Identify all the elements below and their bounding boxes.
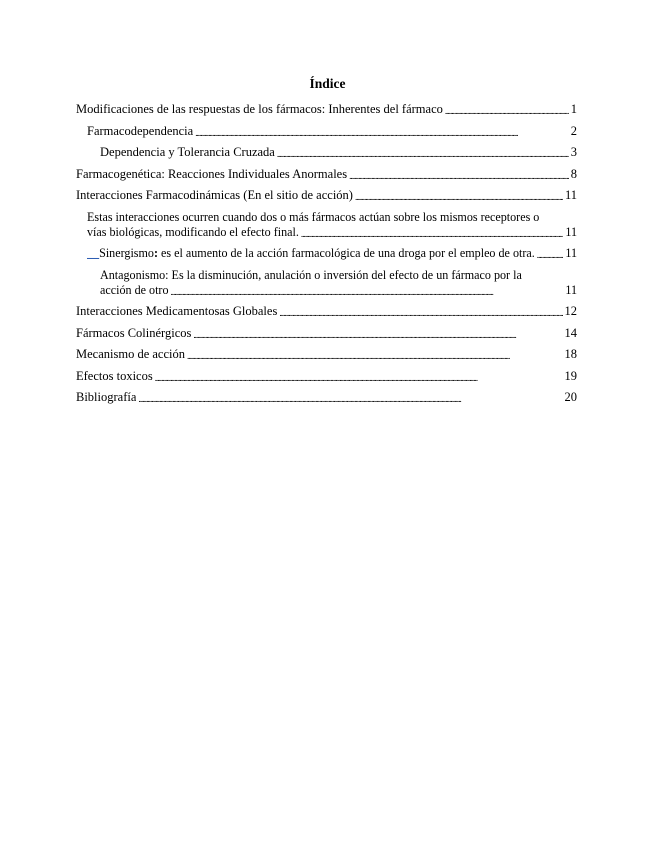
toc-entry-label-line2: acción de otro — [100, 282, 169, 297]
dot-leader — [349, 167, 569, 182]
toc-entry-label: Mecanismo de acción — [76, 347, 185, 361]
toc-entry[interactable] — [76, 167, 577, 182]
toc-entry-page: 11 — [565, 282, 577, 297]
toc-title: Índice — [309, 76, 346, 91]
toc-entry-label: Modificaciones de las respuestas de los fármacos: Inherentes del fármaco — [76, 102, 443, 116]
toc-entry-page: 1 — [570, 102, 577, 116]
toc-entry-page: 11 — [564, 188, 577, 202]
toc-entry-label: Interacciones Medicamentosas Globales — [76, 304, 278, 318]
toc-entry[interactable] — [76, 390, 577, 405]
toc-entry-label-line1: Antagonismo: Es la disminución, anulación o inversión del efecto de un fármaco por la — [100, 267, 522, 282]
toc-entry[interactable] — [76, 102, 577, 117]
dot-leader — [445, 102, 569, 117]
dot-leader — [537, 246, 564, 261]
table-of-contents — [76, 102, 577, 412]
dot-leader — [279, 304, 562, 319]
toc-entry[interactable] — [76, 210, 577, 240]
toc-entry-label: Bibliografía — [76, 390, 137, 404]
toc-entry-label: Farmacogenética: Reacciones Individuales Anormales — [76, 166, 348, 181]
toc-entry-colon: : — [153, 246, 159, 260]
toc-entry-page: 12 — [564, 304, 577, 318]
toc-entry[interactable] — [76, 268, 577, 298]
toc-entry-label: Interacciones Farmacodinámicas (En el sitio de acción) — [76, 188, 353, 202]
dot-leader — [277, 145, 569, 160]
toc-entry-page: 3 — [570, 145, 577, 159]
toc-entry-description: es el aumento de la acción farmacológica de una droga por el empleo de otra. — [158, 246, 535, 260]
toc-entry-label: Dependencia y Tolerancia Cruzada — [100, 145, 275, 159]
toc-entry-label: Efectos toxicos — [76, 368, 153, 383]
toc-entry-page: 19 — [564, 368, 577, 383]
toc-entry-page: 20 — [564, 390, 577, 404]
toc-entry-page: 11 — [565, 246, 577, 260]
toc-entry-page: 8 — [570, 166, 577, 181]
toc-entry-label: Farmacodependencia — [87, 123, 194, 138]
toc-entry[interactable] — [76, 188, 577, 203]
toc-entry[interactable] — [76, 246, 577, 261]
dot-leader — [138, 390, 562, 405]
toc-entry-label: Fármacos Colinérgicos — [76, 325, 192, 340]
toc-entry-label-line2: vías biológicas, modificando el efecto final. — [87, 224, 299, 239]
toc-entry-page: 11 — [565, 224, 577, 239]
dot-leader — [195, 124, 569, 139]
toc-entry[interactable] — [76, 124, 577, 139]
toc-entry-page: 2 — [570, 123, 577, 138]
hyperlink-underscore: __ — [87, 246, 100, 260]
toc-entry-label-line1: Estas interacciones ocurren cuando dos o más fármacos actúan sobre los mismos receptores o — [87, 209, 540, 224]
toc-entry[interactable] — [76, 326, 577, 341]
toc-entry[interactable] — [76, 304, 577, 319]
toc-entry-term: Sinergismo — [99, 246, 154, 260]
toc-entry[interactable] — [76, 347, 577, 362]
toc-entry-page: 14 — [564, 325, 577, 340]
dot-leader — [301, 225, 563, 240]
dot-leader — [355, 188, 563, 203]
dot-leader — [193, 326, 562, 341]
dot-leader — [187, 347, 563, 362]
dot-leader — [155, 369, 563, 384]
toc-entry-label — [87, 246, 535, 261]
dot-leader — [171, 283, 564, 298]
toc-entry-page: 18 — [564, 347, 577, 361]
toc-entry[interactable] — [76, 145, 577, 160]
toc-entry[interactable] — [76, 369, 577, 384]
